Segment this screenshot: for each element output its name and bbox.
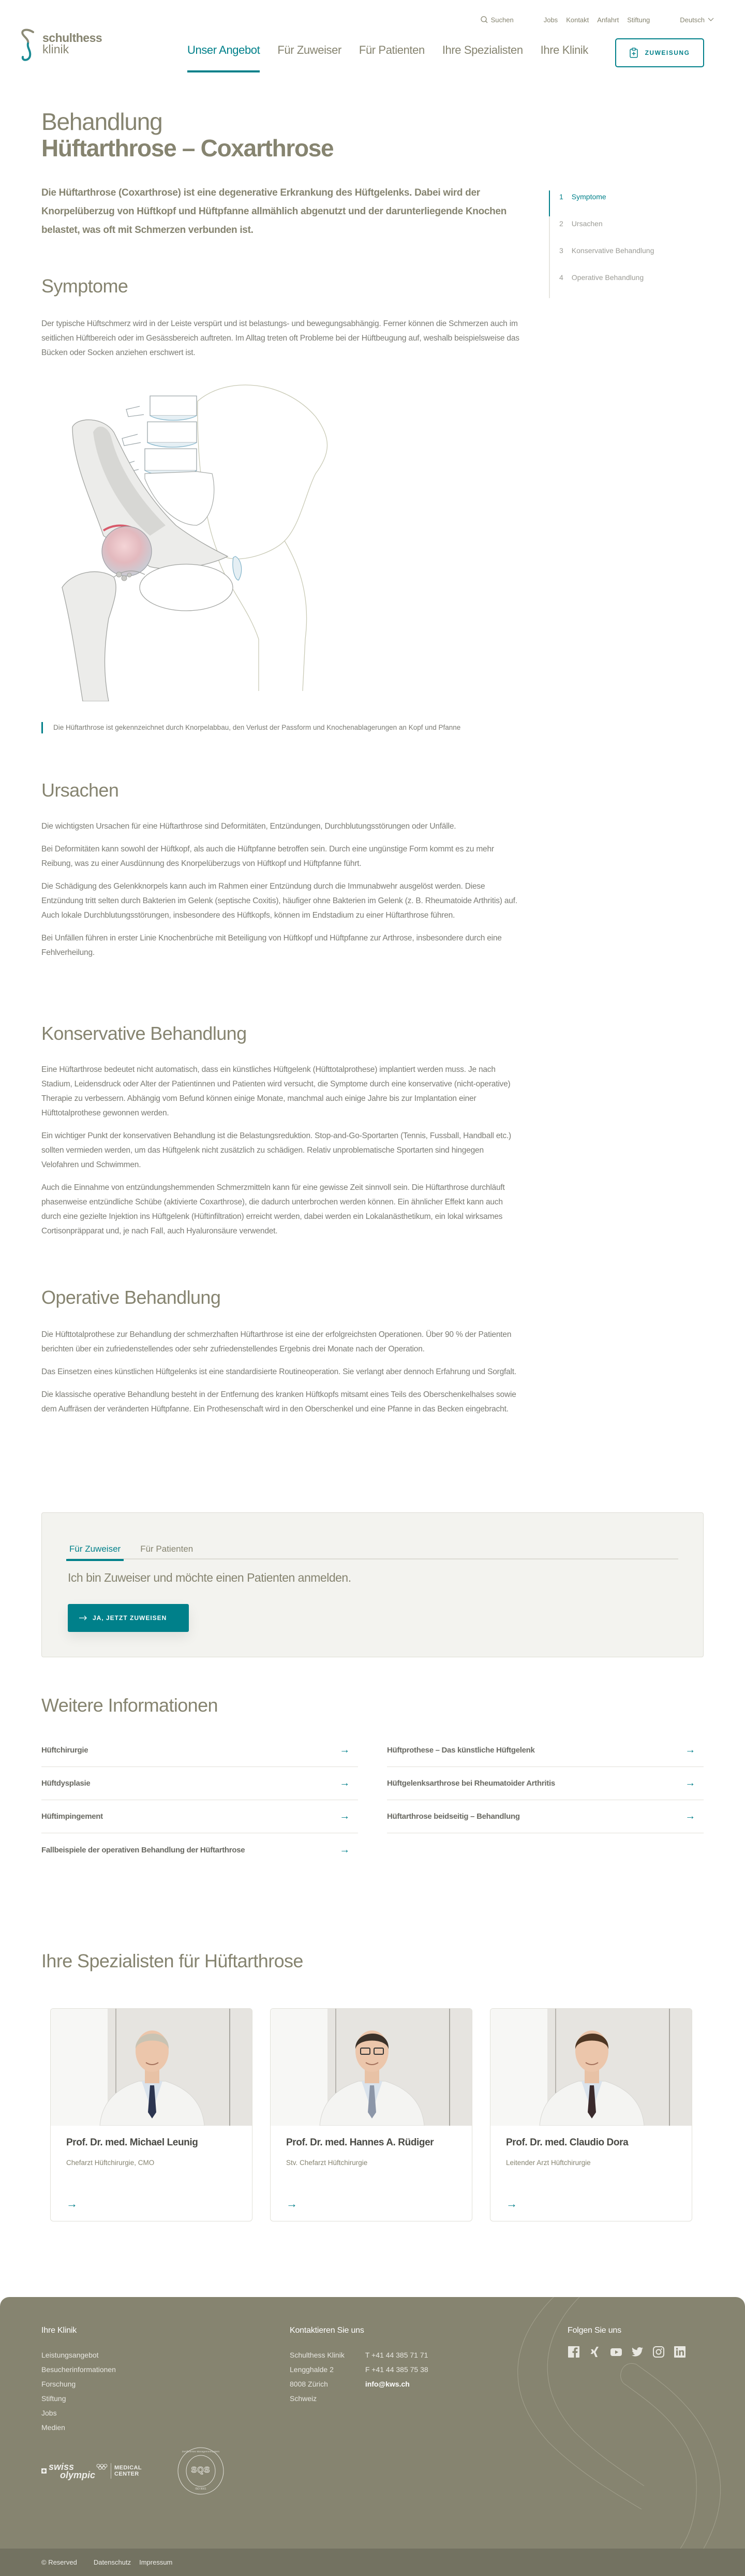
logo[interactable] [20,27,108,63]
main-nav [187,43,588,72]
specialist-role: Leitender Arzt Hüftchirurgie [506,2159,591,2167]
chevron-down-icon [708,18,714,22]
paragraph: Eine Hüftarthrose bedeutet nicht automatisch, dass ein künstliches Hüftgelenk (Hüfttotalprothese) implantiert werden muss. Je nach Stadium, Leidensdruck oder Alter der Patientinnen und Patienten wird versucht, die Symptome durch eine konservative (nicht-operative) Therapie zu verbessern. Abhängig vom Befund können einige Monate, manchmal auch einige Jahre bis zur Implantation einer Hüfttotalprothese gewonnen werden. [41,1065,511,1117]
referral-text: Ich bin Zuweiser und möchte einen Patienten anmelden. [68,1571,351,1584]
info-link[interactable] [41,1767,358,1800]
footer-link[interactable]: Besucherinformationen [41,2365,116,2374]
swiss-cross-icon [41,2468,47,2474]
paragraph: Die Schädigung des Gelenkknorpels kann auch im Rahmen einer Entzündung durch die Immunabwehr ausgelöst werden. Diese Entzündung tritt selten durch Bakterien im Gelenk (septische Coxitis), häufiger ohne Bakterien im Gelenk (z. B. Rheumatoide Arthritis) auf. Auch lokale Durchblutungsstörungen, insbesondere des Hüftkopfs, können im Endstadium zu einer Hüftarthrose führen. [41,882,517,920]
meta-nav [481,14,714,25]
footer-link[interactable]: Stiftung [41,2394,66,2403]
linkedin-link[interactable] [674,2346,686,2358]
logo-mark-icon [20,27,40,63]
specialist-name: Prof. Dr. med. Claudio Dora [506,2137,629,2148]
toc-item-ursachen[interactable] [550,217,683,244]
paragraph: Die Hüfttotalprothese zur Behandlung der schmerzhaften Hüftarthrose ist eine der erfolgreichsten Operationen. Über 90 % der Patienten berichten über ein zufriedenstellendes oder sehr zufriedenstellendes Ergebnis drei Monate nach der Operation. [41,1330,512,1353]
info-link[interactable] [41,1734,358,1767]
facebook-icon [568,2346,580,2358]
specialist-card[interactable] [270,2008,472,2221]
links-right-column [387,1734,704,1866]
language-select[interactable] [680,16,714,24]
page-title [41,109,333,161]
specialist-name: Prof. Dr. med. Michael Leunig [66,2137,198,2148]
address-line: 8008 Zürich [290,2380,328,2388]
sqs-ring-text: Zertifiziertes Managementsystem [182,2450,220,2453]
toc-item-operative-behandlung[interactable] [550,271,683,298]
operativ-text [41,1328,523,1417]
toc-label: Konservative Behandlung [571,246,654,255]
social-links [568,2346,686,2358]
info-link-label: Hüftimpingement [41,1812,103,1821]
refer-now-button[interactable] [68,1604,189,1632]
search-icon [481,16,488,23]
paragraph: Der typische Hüftschmerz wird in der Leiste verspürt und ist belastungs- und bewegungsabhängig. Ferner können die Schmerzen auch im seitlichen Hüftbereich oder im Gesässbereich auftreten. Im Alltag treten oft Probleme bei der Hüftbeugung auf, weshalb beispielsweise das Bücken oder Socken anziehen erschwert ist. [41,319,519,357]
toc-number: 2 [559,219,563,228]
paragraph: Die klassische operative Behandlung besteht in der Entfernung des kranken Hüftkopfs mitsamt eines Teils des Oberschenkelhalses sowie dem Auffräsen der veränderten Hüftpfanne. Ein Prothesenschaft wird in den Oberschenkel und eine Pfanne in das Becken eingebracht. [41,1390,516,1414]
meta-link-jobs[interactable]: Jobs [543,16,558,24]
tab-fuer-patienten[interactable]: Für Patienten [140,1544,193,1554]
paragraph: Das Einsetzen eines künstlichen Hüftgelenks ist eine standardisierte Routineoperation. Sie verlangt aber dennoch Erfahrung und Sorgfalt. [41,1367,517,1376]
paragraph: Bei Deformitäten kann sowohl der Hüftkopf, als auch die Hüftpfanne betroffen sein. Durch eine ungünstige Form kommt es zu mehr Reibung, was zu einer Ausdünnung des Knorpelüberzugs von Hüftkopf und Hüftpfanne führt. [41,845,494,868]
page-headline: Hüftarthrose – Coxarthrose [41,135,334,161]
xing-link[interactable] [589,2346,601,2358]
info-link[interactable] [387,1767,704,1800]
konservativ-text [41,1063,523,1239]
tab-fuer-zuweiser[interactable]: Für Zuweiser [68,1544,122,1559]
zuweisung-button[interactable] [615,38,704,67]
section-title-konservative-behandlung: Konservative Behandlung [41,1023,247,1044]
twitter-link[interactable] [631,2346,644,2358]
language-label: Deutsch [680,16,705,24]
sqs-mark: SQS [191,2466,211,2475]
nav-unser-angebot[interactable]: Unser Angebot [187,43,260,72]
footer-social-title: Folgen Sie uns [568,2326,621,2335]
logo-line1: schulthess [42,31,102,45]
ursachen-text [41,819,523,960]
email-link[interactable]: info@kws.ch [365,2380,410,2388]
toc-number: 3 [559,246,563,255]
contact-details [365,2348,428,2406]
paragraph: Die wichtigsten Ursachen für eine Hüftarthrose sind Deformitäten, Entzündungen, Durchblutungsstörungen oder Unfälle. [41,822,456,831]
site-header [0,0,745,83]
paragraph: Ein wichtiger Punkt der konservativen Behandlung ist die Belastungsreduktion. Stop-and-Go-Sportarten (Tennis, Fussball, Handball etc.) sollten vermieden werden, um das Hüftgelenk nicht zusätzlich zu schädigen. Relativ unproblematische Sportarten sind hingegen Velofahren und Schwimmen. [41,1131,512,1169]
sqs-iso-text: ISO 9001 [195,2487,206,2491]
arrow-right-icon: → [286,2197,297,2210]
info-link-label: Fallbeispiele der operativen Behandlung der Hüftarthrose [41,1845,245,1854]
info-link-label: Hüftgelenksarthrose bei Rheumatoider Arthritis [387,1779,555,1788]
datenschutz-link[interactable]: Datenschutz [93,2558,131,2566]
specialist-card[interactable] [50,2008,252,2221]
section-title-spezialisten: Ihre Spezialisten für Hüftarthrose [41,1950,303,1971]
xing-icon [589,2346,601,2358]
center-label: CENTER [114,2471,139,2477]
footer-link[interactable]: Jobs [41,2409,57,2417]
info-link-label: Hüftprothese – Das künstliche Hüftgelenk [387,1746,535,1755]
nav-fuer-zuweiser[interactable]: Für Zuweiser [277,43,341,56]
medical-label: MEDICAL [114,2465,142,2471]
doctor-portrait-image [271,2009,472,2126]
zuweisung-label: ZUWEISUNG [645,49,690,56]
nav-fuer-patienten[interactable]: Für Patienten [359,43,425,56]
info-link[interactable] [387,1734,704,1767]
arrow-right-icon: → [506,2197,517,2210]
symptome-text [41,317,523,360]
facebook-link[interactable] [568,2346,580,2358]
footer-link[interactable]: Medien [41,2423,65,2432]
nav-ihre-klinik[interactable]: Ihre Klinik [540,43,588,56]
footer-contact-column [290,2326,428,2406]
address-line: Lengghalde 2 [290,2365,334,2374]
specialist-photo [271,2009,472,2126]
certification-logos [41,2447,225,2495]
impressum-link[interactable]: Impressum [139,2558,173,2566]
table-of-contents [549,190,683,298]
info-link[interactable] [41,1800,358,1833]
toc-label: Symptome [571,193,606,201]
logo-line2: klinik [42,42,69,56]
referral-tabs [68,1544,678,1559]
info-link-label: Hüftarthrose beidseitig – Behandlung [387,1812,520,1821]
clipboard-medical-icon [630,48,638,58]
toc-active-indicator [549,190,550,216]
paragraph: Bei Unfällen führen in erster Linie Knochenbrüche mit Beteiligung von Hüftkopf und Hüftpfanne zur Arthrose, insbesondere durch eine Fehlverheilung. [41,934,502,957]
info-link-label: Hüftchirurgie [41,1746,88,1755]
toc-item-konservative-behandlung[interactable] [550,244,683,271]
info-link-label: Hüftdysplasie [41,1779,91,1788]
toc-label: Operative Behandlung [571,273,644,282]
arrow-right-icon: → [66,2197,78,2210]
arrow-right-icon: → [339,1810,350,1822]
toc-item-symptome[interactable] [550,190,683,217]
swiss-olympic-logo [41,2463,142,2479]
arrow-right-icon: → [685,1744,695,1756]
fax-number: F +41 44 385 75 38 [365,2365,428,2374]
footer-link[interactable]: Forschung [41,2380,76,2388]
footer-clinic-column [41,2326,116,2435]
page-kicker: Behandlung [41,108,162,135]
links-left-column [41,1734,358,1866]
footer-social-column [568,2326,686,2358]
arrow-right-icon: → [685,1777,695,1789]
youtube-link[interactable] [610,2346,622,2358]
copyright: © Reserved [41,2558,77,2566]
meta-link-anfahrt[interactable]: Anfahrt [597,16,619,24]
toc-label: Ursachen [571,219,603,228]
section-title-symptome: Symptome [41,275,128,297]
specialist-photo [490,2009,692,2126]
meta-link-kontakt[interactable]: Kontakt [566,16,589,24]
specialist-role: Stv. Chefarzt Hüftchirurgie [286,2159,368,2167]
meta-link-stiftung[interactable]: Stiftung [627,16,650,24]
address [290,2348,345,2406]
swiss-olympic-line2: olympic [60,2470,96,2480]
section-title-weitere-informationen: Weitere Informationen [41,1695,218,1716]
specialist-photo [51,2009,252,2126]
footer-bottom-bar [0,2549,745,2576]
nav-ihre-spezialisten[interactable]: Ihre Spezialisten [442,43,523,56]
linkedin-icon [674,2346,686,2358]
search-button[interactable] [481,16,514,24]
address-line: Schulthess Klinik [290,2351,345,2359]
specialist-role: Chefarzt Hüftchirurgie, CMO [66,2159,155,2167]
section-title-ursachen: Ursachen [41,779,119,801]
info-link[interactable] [41,1833,358,1866]
arrow-right-icon: → [339,1844,350,1856]
twitter-icon [631,2346,644,2358]
further-info-links [41,1734,704,1866]
figure-caption: Die Hüftarthrose ist gekennzeichnet durch Knorpelabbau, den Verlust der Passform und Knochenablagerungen an Kopf und Pfanne [41,722,507,733]
arrow-right-icon: → [339,1777,350,1789]
section-title-operative-behandlung: Operative Behandlung [41,1287,221,1308]
lead-text: Die Hüftarthrose (Coxarthrose) ist eine degenerative Erkrankung des Hüftgelenks. Dabei wird der Knorpelüberzug von Hüftkopf und Hüftpfanne allmählich abgenutzt und der darunterliegende Knochen belastet, was oft mit Schmerzen verbunden ist. [41,187,507,235]
paragraph: Auch die Einnahme von entzündungshemmenden Schmerzmitteln kann für eine gewisse Zeit sinnvoll sein. Die Hüftarthrose durchläuft phasenweise entzündliche Schübe (aktivierte Coxarthrose), die dadurch unterbrochen werden können. Ein ähnlicher Effekt kann auch durch eine gezielte Injektion ins Hüftgelenk (Hüftinfiltration) erreicht werden, dabei werden ein Lokalanästhetikum, ein lokal wirksames Cortisonpräpparat und, je nach Fall, auch Hyaluronsäure verwendet. [41,1183,505,1235]
hip-anatomy-illustration [41,370,373,701]
info-link[interactable] [387,1800,704,1833]
toc-number: 1 [559,193,563,201]
instagram-icon [652,2346,665,2358]
youtube-icon [610,2346,622,2358]
instagram-link[interactable] [652,2346,665,2358]
footer-contact-title: Kontaktieren Sie uns [290,2326,364,2335]
footer-clinic-title: Ihre Klinik [41,2326,77,2335]
referral-box [41,1512,704,1657]
arrow-right-icon [79,1615,87,1621]
doctor-portrait-image [490,2009,692,2126]
arrow-right-icon: → [339,1744,350,1756]
toc-number: 4 [559,273,563,282]
arrow-right-icon: → [685,1810,695,1822]
sqs-iso-seal [177,2447,225,2495]
footer-link[interactable]: Leistungsangebot [41,2351,99,2359]
specialist-cards [50,2008,692,2221]
doctor-portrait-image [51,2009,252,2126]
phone-link[interactable]: T +41 44 385 71 71 [365,2351,428,2359]
specialist-name: Prof. Dr. med. Hannes A. Rüdiger [286,2137,434,2148]
site-footer [0,2297,745,2549]
refer-now-label: JA, JETZT ZUWEISEN [93,1614,167,1622]
search-label: Suchen [490,16,514,24]
olympic-rings-icon [96,2464,108,2471]
specialist-card[interactable] [490,2008,692,2221]
address-line: Schweiz [290,2394,317,2403]
swiss-olympic-line1: swiss [49,2462,74,2472]
